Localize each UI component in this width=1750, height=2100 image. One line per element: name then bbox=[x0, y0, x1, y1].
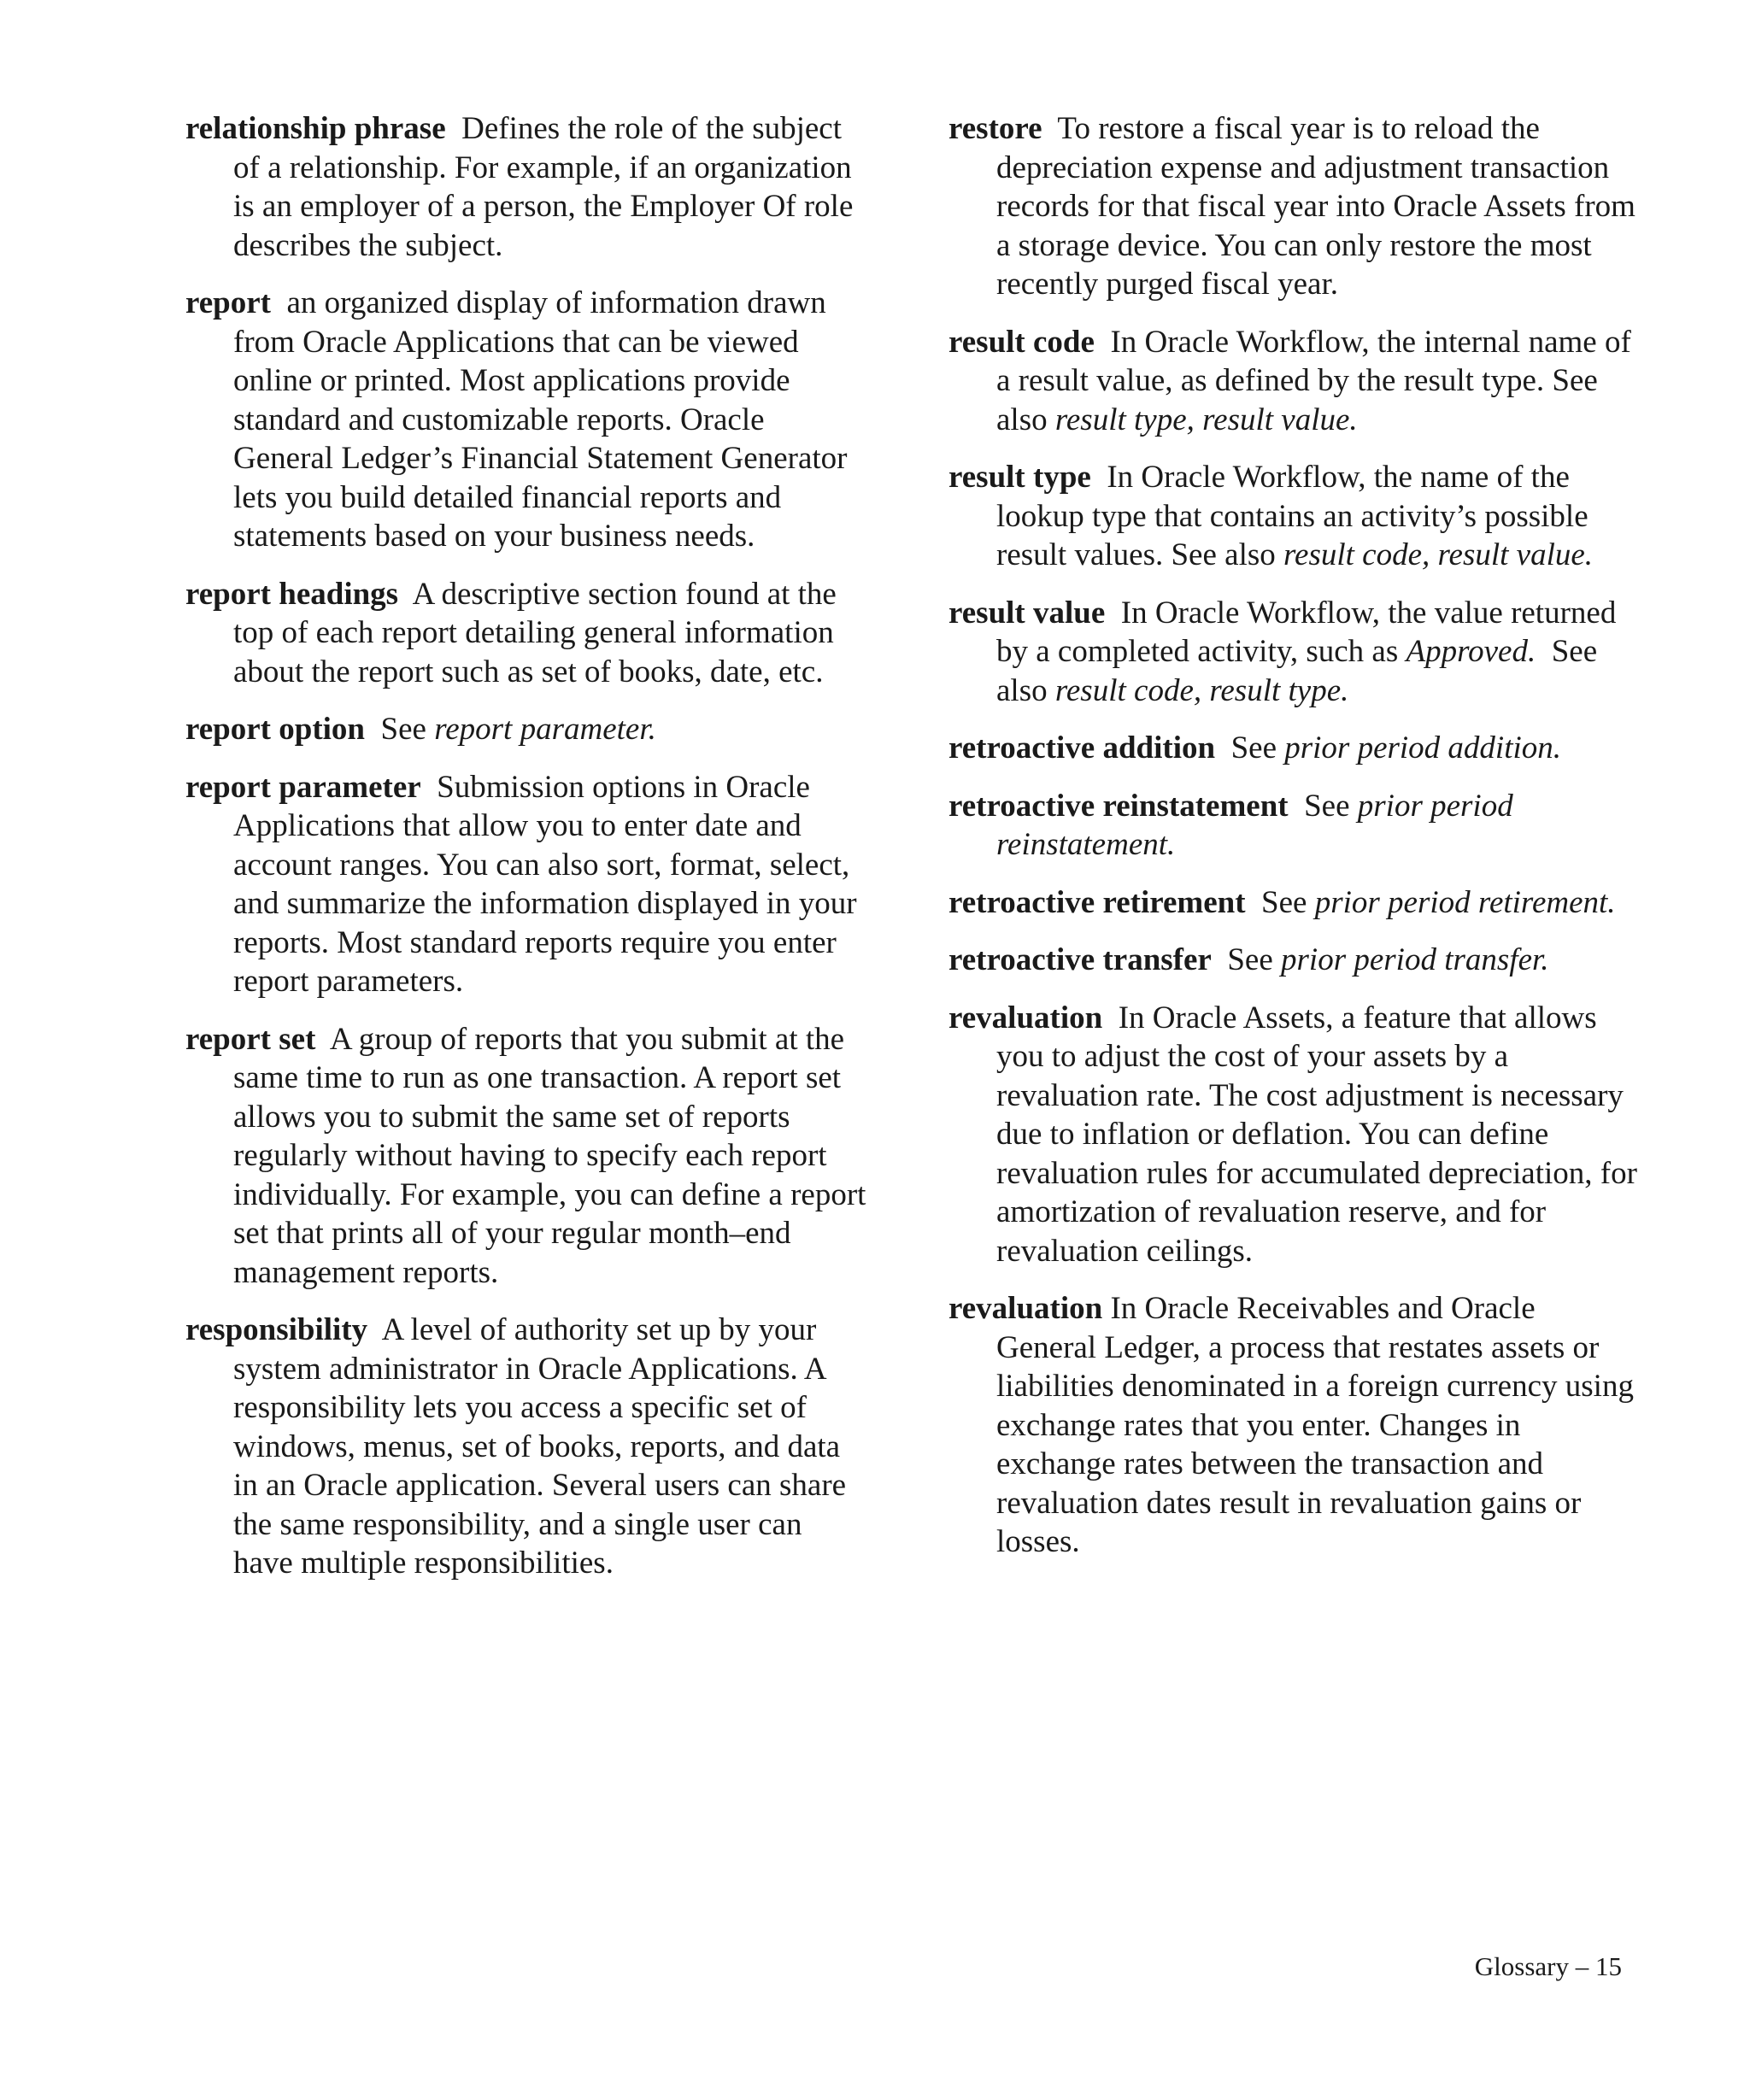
glossary-definition: See bbox=[1304, 788, 1350, 824]
glossary-definition: A group of reports that you submit at the same time to run as one transaction. A report set allows you to submit the same set of reports regularly without having to specify each report individually. For example, you can define a report set that prints all of your regular month–end management reports. bbox=[233, 1021, 866, 1290]
glossary-definition: See bbox=[1230, 730, 1277, 766]
glossary-cross-reference: result code, result type. bbox=[1054, 672, 1349, 708]
glossary-definition: an organized display of information drawn from Oracle Applications that can be viewed online or printed. Most applications provide standard and customizable reports. Oracle General Ledger’s Financial Statement Generator lets you build detailed financial reports and statements based on your business needs. bbox=[233, 285, 848, 554]
glossary-definition: Submission options in Oracle Applications that allow you to enter date and account ranges. You can also sort, format, select, and summarize the information displayed in your reports. Most standard reports require you enter report parameters. bbox=[233, 769, 857, 999]
glossary-entry-report bbox=[185, 284, 869, 556]
glossary-term: report parameter bbox=[185, 769, 421, 805]
glossary-entry-report-parameter bbox=[185, 768, 869, 1001]
glossary-entry-restore bbox=[948, 109, 1641, 304]
glossary-definition: In Oracle Workflow, the value returned by a completed activity, such as bbox=[996, 595, 1617, 669]
glossary-term: responsibility bbox=[185, 1312, 368, 1347]
glossary-term: revaluation bbox=[948, 1000, 1103, 1035]
glossary-term: report option bbox=[185, 712, 366, 747]
glossary-term: retroactive reinstatement bbox=[948, 788, 1289, 824]
glossary-entry-revaluation-assets bbox=[948, 999, 1641, 1271]
glossary-entry-result-code bbox=[948, 323, 1641, 440]
glossary-definition: In Oracle Workflow, the name of the lookup type that contains an activity’s possible result values. See also bbox=[996, 460, 1589, 572]
glossary-term: report headings bbox=[185, 576, 399, 612]
glossary-definition: A level of authority set up by your system administrator in Oracle Applications. A responsibility lets you access a specific set of windows, menus, set of books, reports, and data in an Oracle application. Several users can share the same responsibility, and a single user can have multiple responsibilities. bbox=[233, 1312, 847, 1581]
glossary-example-value: Approved. bbox=[1406, 634, 1536, 669]
glossary-entry-result-value bbox=[948, 594, 1641, 711]
glossary-entry-report-set bbox=[185, 1020, 869, 1293]
glossary-entry-revaluation-receivables bbox=[948, 1289, 1641, 1562]
glossary-definition: A descriptive section found at the top of each report detailing general information about the report such as set of books, date, etc. bbox=[233, 576, 837, 689]
glossary-left-column bbox=[185, 109, 869, 1602]
glossary-entry-retroactive-transfer bbox=[948, 941, 1641, 980]
glossary-entry-relationship-phrase bbox=[185, 109, 869, 265]
glossary-term: result value bbox=[948, 595, 1106, 631]
glossary-definition: In Oracle Assets, a feature that allows you to adjust the cost of your assets by a revaluation rate. The cost adjustment is necessary due to inflation or deflation. You can define revaluation rules for accumulated depreciation, for amortization of revaluation reserve, and for revaluation ceilings. bbox=[996, 1000, 1637, 1269]
glossary-entry-retroactive-addition bbox=[948, 729, 1641, 768]
glossary-term: retroactive addition bbox=[948, 730, 1216, 766]
glossary-definition: Defines the role of the subject of a relationship. For example, if an organization is an employer of a person, the Employer Of role describes the subject. bbox=[233, 111, 854, 263]
glossary-definition: See bbox=[380, 712, 426, 747]
glossary-entry-result-type bbox=[948, 458, 1641, 575]
glossary-right-column bbox=[948, 109, 1641, 1581]
glossary-term: retroactive retirement bbox=[948, 884, 1246, 920]
glossary-term: result type bbox=[948, 460, 1091, 495]
glossary-definition: To restore a fiscal year is to reload the depreciation expense and adjustment transaction records for that fiscal year into Oracle Assets from a storage device. You can only restore the most recently purged fiscal year. bbox=[996, 111, 1635, 302]
glossary-cross-reference: prior period addition. bbox=[1284, 730, 1562, 766]
glossary-entry-retroactive-reinstatement bbox=[948, 787, 1641, 865]
glossary-cross-reference: result type, result value. bbox=[1054, 402, 1358, 437]
glossary-entry-report-option bbox=[185, 710, 869, 749]
glossary-definition: In Oracle Receivables and Oracle General Ledger, a process that restates assets or liabilities denominated in a foreign currency using exchange rates that you enter. Changes in exchange rates between the transaction and revaluation dates result in revaluation gains or losses. bbox=[996, 1291, 1634, 1559]
glossary-term: result code bbox=[948, 324, 1095, 360]
glossary-cross-reference: prior period reinstatement. bbox=[996, 788, 1513, 862]
glossary-term: restore bbox=[948, 111, 1042, 146]
glossary-definition: See bbox=[1261, 884, 1307, 920]
glossary-cross-reference: prior period retirement. bbox=[1314, 884, 1616, 920]
glossary-term: report set bbox=[185, 1021, 316, 1057]
glossary-cross-reference: report parameter. bbox=[434, 712, 656, 747]
glossary-definition-continued: See also bbox=[996, 634, 1598, 708]
glossary-definition: In Oracle Workflow, the internal name of a result value, as defined by the result type. See also bbox=[996, 324, 1631, 437]
glossary-entry-responsibility bbox=[185, 1311, 869, 1583]
glossary-definition: See bbox=[1227, 942, 1273, 977]
glossary-term: report bbox=[185, 285, 271, 320]
glossary-entry-retroactive-retirement bbox=[948, 883, 1641, 923]
glossary-cross-reference: prior period transfer. bbox=[1281, 942, 1549, 977]
glossary-term: revaluation bbox=[948, 1291, 1103, 1326]
glossary-term: retroactive transfer bbox=[948, 942, 1212, 977]
glossary-term: relationship phrase bbox=[185, 111, 446, 146]
glossary-entry-report-headings bbox=[185, 575, 869, 692]
glossary-cross-reference: result code, result value. bbox=[1283, 537, 1594, 572]
page-footer: Glossary – 15 bbox=[1474, 1951, 1622, 1981]
